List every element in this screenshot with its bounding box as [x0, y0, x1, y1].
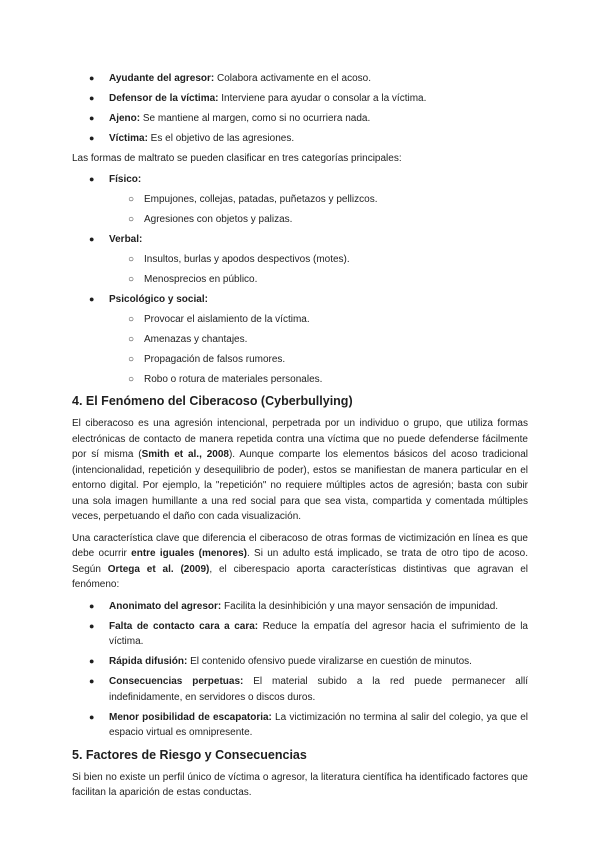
emphasis: entre iguales (menores) — [131, 548, 247, 559]
term: Ajeno: — [109, 113, 141, 124]
sub-item-text: Insultos, burlas y apodos despectivos (motes). — [144, 253, 350, 265]
bullet-icon: ● — [89, 233, 95, 244]
sub-item-text: Agresiones con objetos y palizas. — [144, 213, 293, 225]
term: Rápida difusión: — [109, 656, 188, 667]
term: Falta de contacto cara a cara: — [109, 620, 259, 632]
bullet-icon: ● — [89, 113, 95, 123]
term: Consecuencias perpetuas: — [109, 676, 244, 687]
category-item — [72, 292, 528, 388]
hollow-bullet-icon: ○ — [128, 273, 135, 285]
definition: El contenido ofensivo puede viralizarse en cuestión de minutos. — [187, 656, 472, 667]
category-label: Físico: — [109, 173, 142, 185]
sub-item — [72, 312, 528, 328]
definition: Facilita la desinhibición y una mayor sensación de impunidad. — [221, 600, 499, 612]
categories-list — [72, 172, 528, 388]
list-item — [72, 619, 528, 650]
sub-item-text: Amenazas y chantajes. — [144, 333, 248, 345]
bullet-icon: ● — [89, 173, 95, 184]
sub-item — [72, 192, 528, 208]
sub-item-text: Empujones, collejas, patadas, puñetazos y pellizcos. — [144, 193, 378, 205]
list-item — [72, 674, 528, 705]
term: Anonimato del agresor: — [109, 600, 222, 612]
sub-item-text: Menosprecios en público. — [144, 273, 258, 285]
sub-item — [72, 332, 528, 348]
list-item — [72, 599, 528, 615]
sub-item — [72, 352, 528, 368]
definition: La victimización no termina al salir del colegio, ya que el espacio virtual es omnipresente. — [109, 711, 529, 738]
bullet-icon: ● — [89, 711, 95, 722]
subcategory-list — [109, 252, 528, 288]
paragraph-text: ). Aunque comparte los elementos básicos del acoso tradicional (intencionalidad, repetición y desequilibrio de poder), estos se manifiestan de manera particular en el entorno digital. Por ejemplo, la "repetición" no requiere múltiples actos de agresión; basta con subir una sola imagen humillante a una red social para que sea vista, compartida y comentada múltiples veces, perpetuando el daño con cada visualización. — [72, 449, 528, 522]
definition: Es el objetivo de las agresiones. — [147, 133, 295, 144]
list-item — [72, 710, 528, 741]
paragraph-text: Una característica clave que diferencia el ciberacoso de otras formas de victimización en línea es que debe ocurrir — [72, 532, 528, 559]
definition: Colabora activamente en el acoso. — [214, 73, 371, 84]
bullet-icon: ● — [89, 620, 95, 631]
hollow-bullet-icon: ○ — [128, 313, 135, 325]
list-item — [72, 71, 528, 87]
paragraph-text: , el ciberespacio aporta características distintivas que agravan el fenómeno: — [72, 563, 528, 590]
paragraph — [72, 416, 528, 525]
bullet-icon: ● — [89, 656, 95, 666]
bullet-icon: ● — [89, 133, 95, 143]
term: Víctima: — [109, 133, 148, 144]
sub-item-text: Provocar el aislamiento de la víctima. — [144, 313, 310, 325]
forms-intro: Las formas de maltrato se pueden clasificar en tres categorías principales: — [72, 153, 402, 164]
bullet-icon: ● — [89, 73, 95, 83]
hollow-bullet-icon: ○ — [128, 253, 135, 265]
roles-list — [72, 71, 528, 147]
hollow-bullet-icon: ○ — [128, 193, 135, 205]
bullet-icon: ● — [89, 93, 95, 103]
paragraph: Si bien no existe un perfil único de víctima o agresor, la literatura científica ha identificado factores que facilitan la aparición de estas conductas. — [72, 771, 528, 798]
citation: Smith et al., 2008 — [141, 449, 229, 460]
sub-item-text: Robo o rotura de materiales personales. — [144, 373, 323, 385]
hollow-bullet-icon: ○ — [128, 373, 135, 385]
bullet-icon: ● — [89, 293, 95, 304]
sub-item — [72, 212, 528, 228]
section-5-heading: 5. Factores de Riesgo y Consecuencias — [72, 747, 307, 762]
paragraph — [72, 531, 528, 593]
sub-item — [72, 372, 528, 388]
hollow-bullet-icon: ○ — [128, 333, 135, 345]
definition: El material subido a la red puede permanecer allí indefinidamente, en servidores o discos duros. — [109, 676, 528, 703]
term: Ayudante del agresor: — [109, 73, 215, 84]
category-label: Psicológico y social: — [109, 293, 208, 305]
paragraph-text: . Si un adulto está implicado, se trata de otro tipo de acoso. Según — [72, 548, 529, 575]
sub-item-text: Propagación de falsos rumores. — [144, 353, 286, 365]
list-item — [72, 111, 528, 127]
definition: Interviene para ayudar o consolar a la víctima. — [218, 93, 427, 104]
subcategory-list — [109, 312, 528, 388]
subcategory-list — [109, 192, 528, 228]
bullet-icon: ● — [89, 600, 95, 611]
citation: Ortega et al. (2009) — [107, 563, 210, 575]
category-item — [72, 232, 528, 288]
section-4-heading: 4. El Fenómeno del Ciberacoso (Cyberbullying) — [72, 394, 353, 408]
hollow-bullet-icon: ○ — [128, 353, 135, 365]
list-item — [72, 91, 528, 107]
category-item — [72, 172, 528, 228]
hollow-bullet-icon: ○ — [128, 213, 135, 225]
sub-item — [72, 252, 528, 268]
features-list — [72, 599, 528, 741]
sub-item — [72, 272, 528, 288]
term: Defensor de la víctima: — [109, 93, 219, 104]
bullet-icon: ● — [89, 676, 95, 686]
term: Menor posibilidad de escapatoria: — [109, 711, 272, 723]
category-label: Verbal: — [109, 233, 143, 245]
page-content — [72, 71, 528, 807]
definition: Reduce la empatía del agresor hacia el sufrimiento de la víctima. — [109, 620, 528, 647]
list-item — [72, 131, 528, 147]
definition: Se mantiene al margen, como si no ocurriera nada. — [140, 113, 371, 124]
list-item — [72, 654, 528, 670]
paragraph-text: El ciberacoso es una agresión intencional, perpetrada por un individuo o grupo, que utiliza formas electrónicas de contacto de manera repetida contra una víctima que no puede defenderse fácilmente por sí misma ( — [72, 418, 528, 460]
